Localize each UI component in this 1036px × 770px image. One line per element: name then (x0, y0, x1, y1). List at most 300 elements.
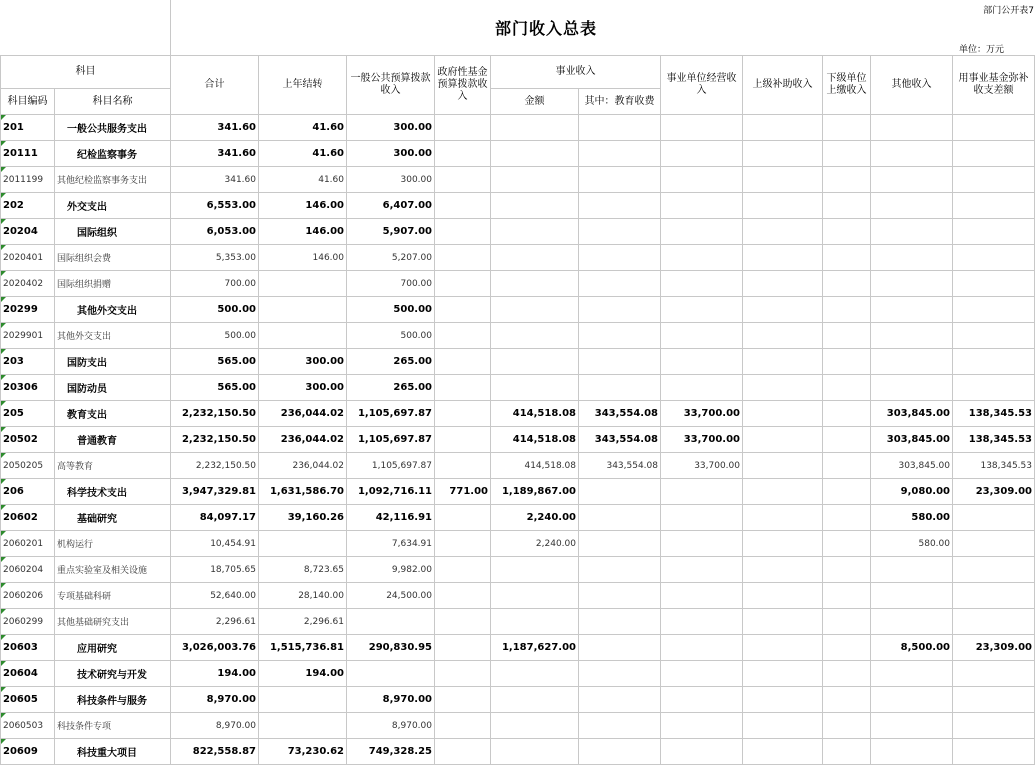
cell-subject-name[interactable]: 国际组织 (55, 219, 171, 245)
cell-sub[interactable] (823, 687, 871, 713)
cell-carry[interactable]: 236,044.02 (259, 453, 347, 479)
cell-edu[interactable] (579, 505, 661, 531)
cell-oper[interactable] (661, 505, 743, 531)
cell-gov[interactable] (435, 245, 491, 271)
cell-total[interactable]: 18,705.65 (171, 557, 259, 583)
cell-gov[interactable] (435, 115, 491, 141)
cell-subject-name[interactable]: 外交支出 (55, 193, 171, 219)
cell-gov[interactable] (435, 271, 491, 297)
cell-sup[interactable] (743, 739, 823, 765)
cell-amount[interactable] (491, 271, 579, 297)
cell-sub[interactable] (823, 115, 871, 141)
cell-total[interactable]: 84,097.17 (171, 505, 259, 531)
cell-oper[interactable] (661, 557, 743, 583)
cell-gov[interactable] (435, 323, 491, 349)
cell-subject-code[interactable] (1, 687, 55, 713)
cell-total[interactable]: 700.00 (171, 271, 259, 297)
cell-oper[interactable] (661, 193, 743, 219)
cell-sub[interactable] (823, 557, 871, 583)
cell-sup[interactable] (743, 115, 823, 141)
cell-amount[interactable] (491, 141, 579, 167)
cell-fund[interactable] (953, 141, 1035, 167)
cell-sub[interactable] (823, 505, 871, 531)
cell-sup[interactable] (743, 141, 823, 167)
cell-carry[interactable]: 41.60 (259, 141, 347, 167)
cell-gov[interactable] (435, 661, 491, 687)
cell-carry[interactable]: 146.00 (259, 245, 347, 271)
cell-fund[interactable] (953, 219, 1035, 245)
cell-edu[interactable]: 343,554.08 (579, 453, 661, 479)
cell-subject-code[interactable] (1, 479, 55, 505)
cell-edu[interactable] (579, 271, 661, 297)
cell-general[interactable]: 7,634.91 (347, 531, 435, 557)
cell-subject-code[interactable] (1, 375, 55, 401)
cell-oper[interactable] (661, 687, 743, 713)
cell-carry[interactable] (259, 297, 347, 323)
cell-gov[interactable] (435, 505, 491, 531)
cell-amount[interactable] (491, 323, 579, 349)
cell-sub[interactable] (823, 661, 871, 687)
cell-subject-name[interactable]: 科技重大项目 (55, 739, 171, 765)
cell-total[interactable]: 341.60 (171, 167, 259, 193)
cell-other[interactable] (871, 687, 953, 713)
cell-other[interactable]: 303,845.00 (871, 401, 953, 427)
cell-general[interactable]: 749,328.25 (347, 739, 435, 765)
cell-carry[interactable] (259, 531, 347, 557)
cell-other[interactable] (871, 375, 953, 401)
cell-amount[interactable] (491, 349, 579, 375)
cell-amount[interactable] (491, 245, 579, 271)
cell-fund[interactable] (953, 167, 1035, 193)
cell-sub[interactable] (823, 193, 871, 219)
cell-sup[interactable] (743, 479, 823, 505)
cell-sub[interactable] (823, 219, 871, 245)
cell-subject-code[interactable] (1, 219, 55, 245)
cell-fund[interactable] (953, 505, 1035, 531)
cell-other[interactable] (871, 167, 953, 193)
cell-sub[interactable] (823, 375, 871, 401)
cell-subject-code[interactable] (1, 193, 55, 219)
cell-total[interactable]: 3,947,329.81 (171, 479, 259, 505)
cell-total[interactable]: 500.00 (171, 297, 259, 323)
cell-fund[interactable] (953, 739, 1035, 765)
cell-gov[interactable] (435, 427, 491, 453)
cell-total[interactable]: 2,232,150.50 (171, 453, 259, 479)
cell-amount[interactable]: 1,189,867.00 (491, 479, 579, 505)
cell-carry[interactable]: 146.00 (259, 193, 347, 219)
cell-subject-code[interactable] (1, 583, 55, 609)
cell-general[interactable]: 300.00 (347, 167, 435, 193)
cell-carry[interactable]: 28,140.00 (259, 583, 347, 609)
cell-total[interactable]: 822,558.87 (171, 739, 259, 765)
cell-gov[interactable] (435, 687, 491, 713)
cell-subject-code[interactable] (1, 245, 55, 271)
cell-sub[interactable] (823, 401, 871, 427)
cell-sup[interactable] (743, 245, 823, 271)
cell-subject-code[interactable] (1, 531, 55, 557)
cell-amount[interactable] (491, 297, 579, 323)
cell-fund[interactable]: 23,309.00 (953, 479, 1035, 505)
cell-total[interactable]: 8,970.00 (171, 713, 259, 739)
cell-general[interactable]: 5,907.00 (347, 219, 435, 245)
cell-gov[interactable] (435, 557, 491, 583)
cell-subject-name[interactable]: 技术研究与开发 (55, 661, 171, 687)
cell-subject-name[interactable]: 基础研究 (55, 505, 171, 531)
cell-total[interactable]: 194.00 (171, 661, 259, 687)
cell-total[interactable]: 52,640.00 (171, 583, 259, 609)
cell-gov[interactable] (435, 531, 491, 557)
cell-sub[interactable] (823, 245, 871, 271)
cell-subject-code[interactable] (1, 323, 55, 349)
cell-subject-name[interactable]: 国防动员 (55, 375, 171, 401)
cell-amount[interactable]: 2,240.00 (491, 505, 579, 531)
cell-general[interactable] (347, 609, 435, 635)
cell-subject-name[interactable]: 国际组织会费 (55, 245, 171, 271)
cell-edu[interactable] (579, 661, 661, 687)
cell-carry[interactable]: 1,515,736.81 (259, 635, 347, 661)
cell-oper[interactable] (661, 323, 743, 349)
cell-other[interactable] (871, 219, 953, 245)
cell-total[interactable]: 6,053.00 (171, 219, 259, 245)
cell-other[interactable] (871, 323, 953, 349)
cell-fund[interactable] (953, 713, 1035, 739)
cell-sup[interactable] (743, 401, 823, 427)
cell-subject-name[interactable]: 纪检监察事务 (55, 141, 171, 167)
cell-other[interactable]: 580.00 (871, 505, 953, 531)
cell-edu[interactable] (579, 557, 661, 583)
cell-total[interactable]: 341.60 (171, 115, 259, 141)
cell-sup[interactable] (743, 557, 823, 583)
cell-sub[interactable] (823, 531, 871, 557)
cell-carry[interactable] (259, 713, 347, 739)
cell-other[interactable]: 580.00 (871, 531, 953, 557)
cell-general[interactable]: 1,105,697.87 (347, 427, 435, 453)
cell-amount[interactable]: 414,518.08 (491, 401, 579, 427)
cell-fund[interactable] (953, 375, 1035, 401)
cell-fund[interactable]: 138,345.53 (953, 453, 1035, 479)
cell-gov[interactable] (435, 167, 491, 193)
cell-fund[interactable] (953, 115, 1035, 141)
cell-subject-code[interactable] (1, 505, 55, 531)
cell-fund[interactable]: 138,345.53 (953, 427, 1035, 453)
cell-amount[interactable] (491, 219, 579, 245)
cell-subject-code[interactable] (1, 557, 55, 583)
cell-edu[interactable] (579, 531, 661, 557)
cell-general[interactable]: 300.00 (347, 115, 435, 141)
cell-sub[interactable] (823, 323, 871, 349)
cell-sup[interactable] (743, 635, 823, 661)
cell-carry[interactable]: 2,296.61 (259, 609, 347, 635)
cell-amount[interactable] (491, 557, 579, 583)
cell-oper[interactable] (661, 271, 743, 297)
cell-other[interactable] (871, 739, 953, 765)
cell-other[interactable] (871, 193, 953, 219)
cell-total[interactable]: 2,296.61 (171, 609, 259, 635)
cell-carry[interactable]: 146.00 (259, 219, 347, 245)
cell-oper[interactable] (661, 297, 743, 323)
cell-general[interactable]: 500.00 (347, 323, 435, 349)
cell-subject-code[interactable] (1, 713, 55, 739)
cell-general[interactable]: 290,830.95 (347, 635, 435, 661)
cell-amount[interactable] (491, 193, 579, 219)
cell-general[interactable]: 1,092,716.11 (347, 479, 435, 505)
cell-subject-name[interactable]: 其他外交支出 (55, 297, 171, 323)
cell-carry[interactable]: 236,044.02 (259, 427, 347, 453)
cell-other[interactable] (871, 583, 953, 609)
cell-general[interactable]: 8,970.00 (347, 713, 435, 739)
cell-edu[interactable] (579, 167, 661, 193)
cell-sup[interactable] (743, 193, 823, 219)
cell-gov[interactable] (435, 219, 491, 245)
cell-sub[interactable] (823, 609, 871, 635)
cell-edu[interactable] (579, 141, 661, 167)
cell-sub[interactable] (823, 713, 871, 739)
cell-carry[interactable]: 236,044.02 (259, 401, 347, 427)
cell-total[interactable]: 3,026,003.76 (171, 635, 259, 661)
cell-subject-code[interactable] (1, 115, 55, 141)
cell-gov[interactable] (435, 401, 491, 427)
cell-general[interactable]: 265.00 (347, 349, 435, 375)
cell-edu[interactable] (579, 609, 661, 635)
cell-subject-name[interactable]: 科技条件专项 (55, 713, 171, 739)
cell-general[interactable]: 265.00 (347, 375, 435, 401)
cell-general[interactable]: 300.00 (347, 141, 435, 167)
cell-subject-code[interactable] (1, 661, 55, 687)
cell-sub[interactable] (823, 349, 871, 375)
cell-carry[interactable]: 194.00 (259, 661, 347, 687)
cell-gov[interactable] (435, 453, 491, 479)
cell-sub[interactable] (823, 583, 871, 609)
cell-oper[interactable] (661, 635, 743, 661)
cell-oper[interactable] (661, 713, 743, 739)
cell-general[interactable]: 1,105,697.87 (347, 401, 435, 427)
cell-gov[interactable]: 771.00 (435, 479, 491, 505)
cell-subject-name[interactable]: 其他外交支出 (55, 323, 171, 349)
cell-sup[interactable] (743, 505, 823, 531)
cell-oper[interactable] (661, 219, 743, 245)
cell-subject-code[interactable] (1, 427, 55, 453)
cell-sup[interactable] (743, 687, 823, 713)
cell-sup[interactable] (743, 453, 823, 479)
cell-gov[interactable] (435, 297, 491, 323)
cell-total[interactable]: 565.00 (171, 349, 259, 375)
cell-sup[interactable] (743, 219, 823, 245)
cell-oper[interactable] (661, 349, 743, 375)
cell-other[interactable]: 303,845.00 (871, 453, 953, 479)
cell-oper[interactable]: 33,700.00 (661, 453, 743, 479)
cell-amount[interactable] (491, 739, 579, 765)
cell-sup[interactable] (743, 271, 823, 297)
cell-carry[interactable]: 1,631,586.70 (259, 479, 347, 505)
cell-sup[interactable] (743, 609, 823, 635)
cell-subject-name[interactable]: 高等教育 (55, 453, 171, 479)
cell-carry[interactable]: 300.00 (259, 375, 347, 401)
cell-sub[interactable] (823, 427, 871, 453)
cell-other[interactable] (871, 245, 953, 271)
cell-oper[interactable] (661, 115, 743, 141)
cell-amount[interactable]: 414,518.08 (491, 453, 579, 479)
cell-general[interactable]: 5,207.00 (347, 245, 435, 271)
cell-oper[interactable] (661, 661, 743, 687)
cell-fund[interactable] (953, 297, 1035, 323)
cell-fund[interactable]: 23,309.00 (953, 635, 1035, 661)
cell-carry[interactable] (259, 323, 347, 349)
cell-subject-code[interactable] (1, 401, 55, 427)
cell-sup[interactable] (743, 297, 823, 323)
cell-general[interactable]: 24,500.00 (347, 583, 435, 609)
cell-amount[interactable] (491, 375, 579, 401)
cell-gov[interactable] (435, 609, 491, 635)
cell-sub[interactable] (823, 453, 871, 479)
cell-subject-name[interactable]: 机构运行 (55, 531, 171, 557)
cell-general[interactable]: 1,105,697.87 (347, 453, 435, 479)
cell-fund[interactable] (953, 531, 1035, 557)
cell-total[interactable]: 8,970.00 (171, 687, 259, 713)
cell-subject-code[interactable] (1, 297, 55, 323)
cell-oper[interactable] (661, 531, 743, 557)
cell-other[interactable] (871, 609, 953, 635)
cell-edu[interactable] (579, 219, 661, 245)
cell-amount[interactable] (491, 609, 579, 635)
cell-subject-name[interactable]: 科学技术支出 (55, 479, 171, 505)
cell-fund[interactable] (953, 661, 1035, 687)
cell-carry[interactable]: 39,160.26 (259, 505, 347, 531)
cell-amount[interactable] (491, 687, 579, 713)
cell-sup[interactable] (743, 713, 823, 739)
cell-other[interactable] (871, 349, 953, 375)
cell-general[interactable]: 6,407.00 (347, 193, 435, 219)
cell-edu[interactable] (579, 323, 661, 349)
cell-subject-code[interactable] (1, 609, 55, 635)
cell-sup[interactable] (743, 583, 823, 609)
cell-oper[interactable]: 33,700.00 (661, 401, 743, 427)
cell-edu[interactable] (579, 583, 661, 609)
cell-sup[interactable] (743, 661, 823, 687)
cell-edu[interactable] (579, 375, 661, 401)
cell-gov[interactable] (435, 739, 491, 765)
cell-amount[interactable]: 1,187,627.00 (491, 635, 579, 661)
cell-total[interactable]: 10,454.91 (171, 531, 259, 557)
cell-subject-code[interactable] (1, 635, 55, 661)
cell-subject-name[interactable]: 国际组织捐赠 (55, 271, 171, 297)
cell-oper[interactable] (661, 141, 743, 167)
cell-amount[interactable] (491, 713, 579, 739)
cell-fund[interactable] (953, 245, 1035, 271)
cell-subject-code[interactable] (1, 739, 55, 765)
cell-amount[interactable]: 414,518.08 (491, 427, 579, 453)
cell-total[interactable]: 6,553.00 (171, 193, 259, 219)
cell-oper[interactable] (661, 479, 743, 505)
cell-gov[interactable] (435, 141, 491, 167)
cell-other[interactable] (871, 713, 953, 739)
cell-oper[interactable] (661, 375, 743, 401)
cell-gov[interactable] (435, 713, 491, 739)
cell-oper[interactable] (661, 739, 743, 765)
cell-sup[interactable] (743, 167, 823, 193)
cell-carry[interactable] (259, 271, 347, 297)
cell-subject-name[interactable]: 教育支出 (55, 401, 171, 427)
cell-general[interactable] (347, 661, 435, 687)
cell-sub[interactable] (823, 635, 871, 661)
cell-gov[interactable] (435, 635, 491, 661)
cell-subject-name[interactable]: 专项基础科研 (55, 583, 171, 609)
cell-subject-name[interactable]: 普通教育 (55, 427, 171, 453)
cell-other[interactable] (871, 557, 953, 583)
cell-carry[interactable]: 41.60 (259, 115, 347, 141)
cell-fund[interactable] (953, 193, 1035, 219)
cell-other[interactable]: 9,080.00 (871, 479, 953, 505)
cell-edu[interactable] (579, 635, 661, 661)
cell-oper[interactable] (661, 583, 743, 609)
cell-sub[interactable] (823, 739, 871, 765)
cell-subject-name[interactable]: 一般公共服务支出 (55, 115, 171, 141)
cell-general[interactable]: 500.00 (347, 297, 435, 323)
cell-other[interactable] (871, 141, 953, 167)
cell-edu[interactable] (579, 739, 661, 765)
cell-gov[interactable] (435, 193, 491, 219)
cell-oper[interactable] (661, 245, 743, 271)
cell-amount[interactable] (491, 661, 579, 687)
cell-total[interactable]: 565.00 (171, 375, 259, 401)
cell-edu[interactable] (579, 193, 661, 219)
cell-other[interactable] (871, 297, 953, 323)
cell-gov[interactable] (435, 375, 491, 401)
cell-gov[interactable] (435, 583, 491, 609)
cell-fund[interactable] (953, 583, 1035, 609)
cell-oper[interactable] (661, 609, 743, 635)
cell-amount[interactable]: 2,240.00 (491, 531, 579, 557)
cell-sub[interactable] (823, 271, 871, 297)
cell-edu[interactable] (579, 479, 661, 505)
cell-sub[interactable] (823, 297, 871, 323)
cell-sup[interactable] (743, 531, 823, 557)
cell-total[interactable]: 5,353.00 (171, 245, 259, 271)
cell-amount[interactable] (491, 115, 579, 141)
cell-subject-name[interactable]: 科技条件与服务 (55, 687, 171, 713)
cell-general[interactable]: 700.00 (347, 271, 435, 297)
cell-subject-code[interactable] (1, 141, 55, 167)
cell-subject-name[interactable]: 应用研究 (55, 635, 171, 661)
cell-fund[interactable] (953, 271, 1035, 297)
cell-subject-name[interactable]: 其他基础研究支出 (55, 609, 171, 635)
cell-other[interactable]: 303,845.00 (871, 427, 953, 453)
cell-edu[interactable]: 343,554.08 (579, 401, 661, 427)
cell-general[interactable]: 9,982.00 (347, 557, 435, 583)
cell-other[interactable] (871, 115, 953, 141)
cell-sup[interactable] (743, 427, 823, 453)
cell-general[interactable]: 8,970.00 (347, 687, 435, 713)
cell-edu[interactable] (579, 297, 661, 323)
cell-edu[interactable] (579, 245, 661, 271)
cell-sup[interactable] (743, 349, 823, 375)
cell-amount[interactable] (491, 583, 579, 609)
cell-subject-code[interactable] (1, 349, 55, 375)
cell-subject-code[interactable] (1, 271, 55, 297)
cell-sub[interactable] (823, 167, 871, 193)
cell-oper[interactable]: 33,700.00 (661, 427, 743, 453)
cell-subject-code[interactable] (1, 167, 55, 193)
cell-edu[interactable] (579, 115, 661, 141)
cell-total[interactable]: 2,232,150.50 (171, 401, 259, 427)
cell-subject-name[interactable]: 重点实验室及相关设施 (55, 557, 171, 583)
cell-gov[interactable] (435, 349, 491, 375)
cell-fund[interactable] (953, 349, 1035, 375)
cell-carry[interactable]: 73,230.62 (259, 739, 347, 765)
cell-edu[interactable] (579, 687, 661, 713)
cell-other[interactable] (871, 661, 953, 687)
cell-subject-code[interactable] (1, 453, 55, 479)
cell-edu[interactable] (579, 349, 661, 375)
